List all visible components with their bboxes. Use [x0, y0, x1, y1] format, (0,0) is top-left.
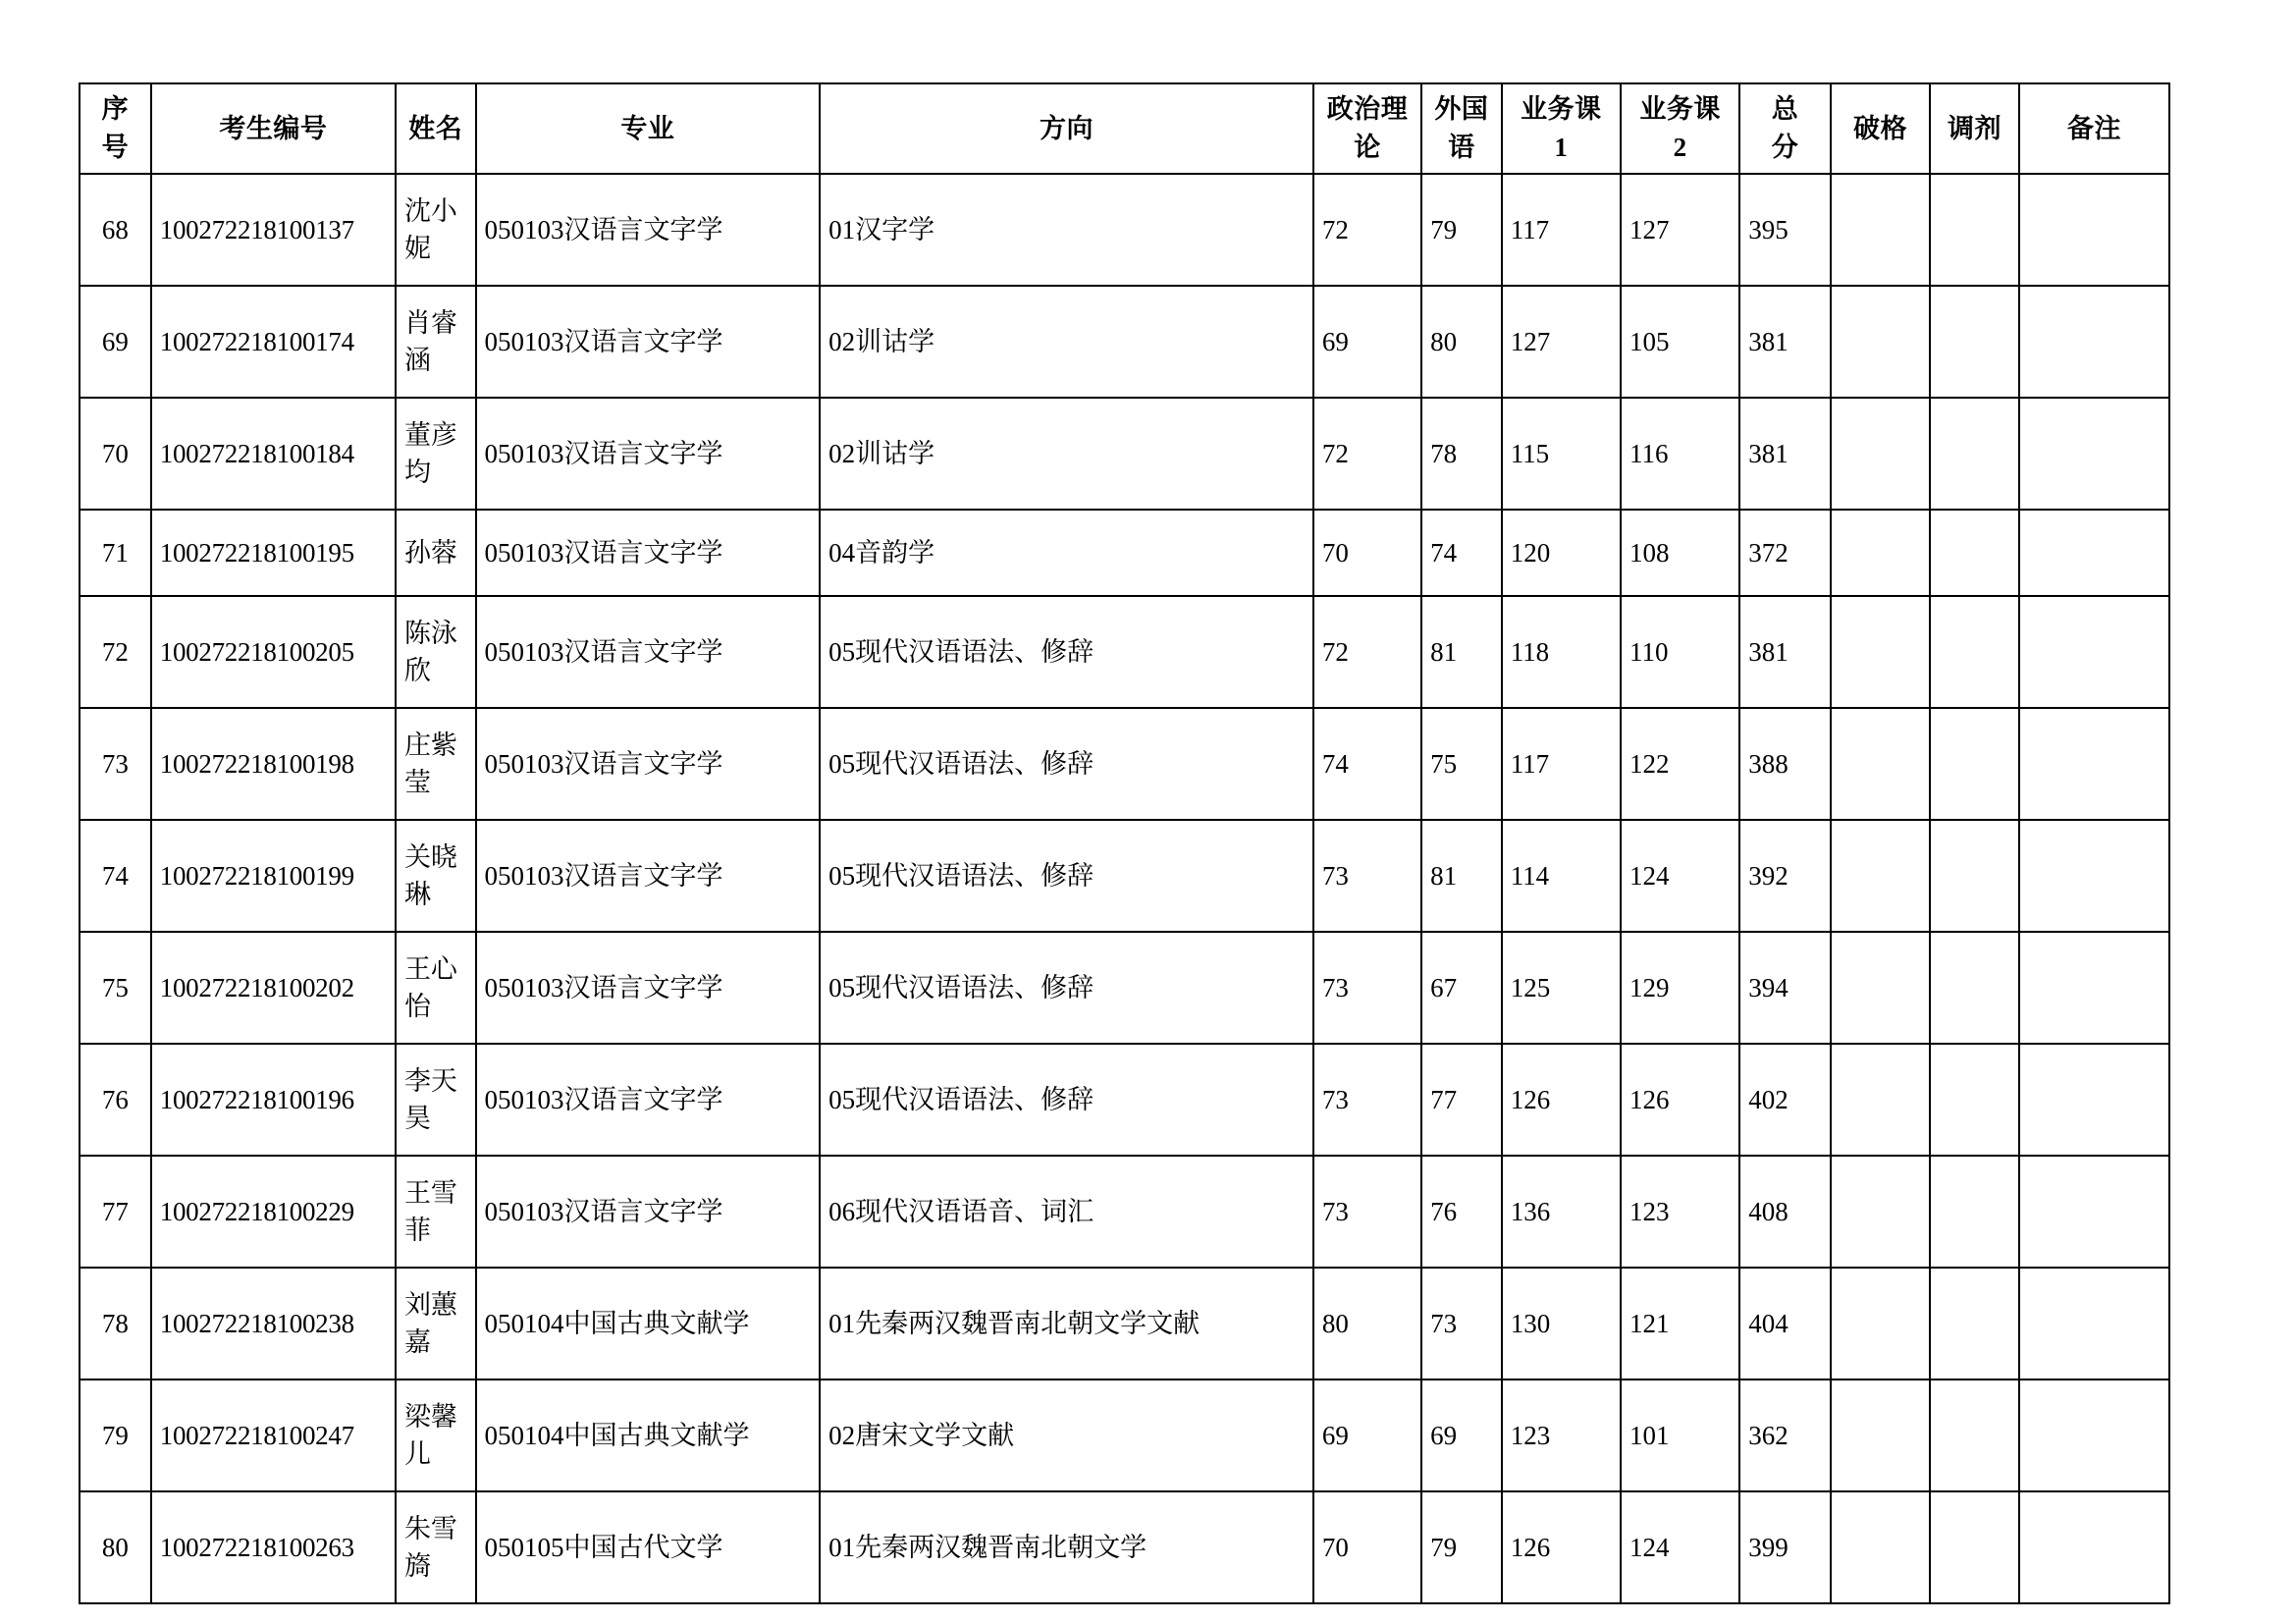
- major: 050103汉语言文字学: [476, 398, 821, 510]
- table-row: [80, 1491, 2169, 1603]
- politics-score: 70: [1313, 510, 1421, 596]
- transfer-cell: [1930, 1156, 2018, 1268]
- professional-1-score: 130: [1502, 1268, 1621, 1380]
- transfer-cell: [1930, 708, 2018, 820]
- major: 050103汉语言文字学: [476, 1044, 821, 1156]
- professional-1-score: 127: [1502, 286, 1621, 398]
- column-header-professional-1-line2: 1: [1554, 133, 1569, 163]
- politics-score: 74: [1313, 708, 1421, 820]
- professional-1-score: 125: [1502, 932, 1621, 1044]
- direction: 06现代汉语语音、词汇: [820, 1156, 1313, 1268]
- major: 050103汉语言文字学: [476, 286, 821, 398]
- total-score: 392: [1739, 820, 1831, 932]
- professional-2-score: 101: [1621, 1380, 1739, 1491]
- remark-cell: [2019, 932, 2169, 1044]
- foreign-language-score: 79: [1421, 1491, 1502, 1603]
- major: 050104中国古典文献学: [476, 1268, 821, 1380]
- total-score: 381: [1739, 398, 1831, 510]
- total-score: 399: [1739, 1491, 1831, 1603]
- special-admission-cell: [1831, 174, 1930, 286]
- professional-2-score: 127: [1621, 174, 1739, 286]
- politics-score: 72: [1313, 398, 1421, 510]
- column-header-index: [80, 83, 151, 174]
- professional-2-score: 123: [1621, 1156, 1739, 1268]
- candidate-name: 李天昊: [396, 1044, 476, 1156]
- foreign-language-score: 75: [1421, 708, 1502, 820]
- transfer-cell: [1930, 398, 2018, 510]
- professional-2-score: 124: [1621, 1491, 1739, 1603]
- row-index: 69: [80, 286, 151, 398]
- candidate-name: 梁馨儿: [396, 1380, 476, 1491]
- professional-2-score: 126: [1621, 1044, 1739, 1156]
- professional-2-score: 121: [1621, 1268, 1739, 1380]
- transfer-cell: [1930, 1491, 2018, 1603]
- direction: 02训诂学: [820, 398, 1313, 510]
- column-header-major: 专业: [476, 83, 821, 174]
- candidate-name: 王心怡: [396, 932, 476, 1044]
- direction: 04音韵学: [820, 510, 1313, 596]
- row-index: 73: [80, 708, 151, 820]
- table-row: [80, 1044, 2169, 1156]
- direction: 01先秦两汉魏晋南北朝文学文献: [820, 1268, 1313, 1380]
- direction: 05现代汉语语法、修辞: [820, 1044, 1313, 1156]
- remark-cell: [2019, 1044, 2169, 1156]
- professional-1-score: 126: [1502, 1044, 1621, 1156]
- column-header-index-line1: 序: [101, 94, 130, 124]
- column-header-special-admission: 破格: [1831, 83, 1930, 174]
- special-admission-cell: [1831, 1156, 1930, 1268]
- table-row: [80, 174, 2169, 286]
- column-header-politics-line2: 论: [1354, 133, 1381, 163]
- row-index: 72: [80, 596, 151, 708]
- foreign-language-score: 79: [1421, 174, 1502, 286]
- row-index: 78: [80, 1268, 151, 1380]
- column-header-candidate-number: 考生编号: [151, 83, 396, 174]
- candidate-name: 肖睿涵: [396, 286, 476, 398]
- column-header-politics-line1: 政治理: [1326, 94, 1409, 124]
- transfer-cell: [1930, 1268, 2018, 1380]
- direction: 01先秦两汉魏晋南北朝文学: [820, 1491, 1313, 1603]
- transfer-cell: [1930, 286, 2018, 398]
- professional-1-score: 126: [1502, 1491, 1621, 1603]
- special-admission-cell: [1831, 1491, 1930, 1603]
- special-admission-cell: [1831, 510, 1930, 596]
- politics-score: 73: [1313, 1044, 1421, 1156]
- remark-cell: [2019, 286, 2169, 398]
- row-index: 79: [80, 1380, 151, 1491]
- total-score: 381: [1739, 286, 1831, 398]
- professional-1-score: 117: [1502, 174, 1621, 286]
- special-admission-cell: [1831, 596, 1930, 708]
- column-header-total-line1: 总: [1771, 94, 1799, 124]
- header-row: [80, 83, 2169, 174]
- professional-2-score: 124: [1621, 820, 1739, 932]
- direction: 05现代汉语语法、修辞: [820, 820, 1313, 932]
- candidate-number: 100272218100238: [151, 1268, 396, 1380]
- foreign-language-score: 76: [1421, 1156, 1502, 1268]
- professional-1-score: 114: [1502, 820, 1621, 932]
- direction: 05现代汉语语法、修辞: [820, 708, 1313, 820]
- table-header: [80, 83, 2169, 174]
- total-score: 362: [1739, 1380, 1831, 1491]
- candidate-name: 庄紫莹: [396, 708, 476, 820]
- candidate-number: 100272218100202: [151, 932, 396, 1044]
- admission-score-table: [79, 82, 2170, 1604]
- major: 050103汉语言文字学: [476, 820, 821, 932]
- direction: 05现代汉语语法、修辞: [820, 596, 1313, 708]
- transfer-cell: [1930, 820, 2018, 932]
- politics-score: 80: [1313, 1268, 1421, 1380]
- total-score: 395: [1739, 174, 1831, 286]
- professional-2-score: 105: [1621, 286, 1739, 398]
- row-index: 74: [80, 820, 151, 932]
- professional-2-score: 108: [1621, 510, 1739, 596]
- direction: 02训诂学: [820, 286, 1313, 398]
- transfer-cell: [1930, 174, 2018, 286]
- foreign-language-score: 78: [1421, 398, 1502, 510]
- table-row: [80, 708, 2169, 820]
- direction: 05现代汉语语法、修辞: [820, 932, 1313, 1044]
- candidate-name: 董彦均: [396, 398, 476, 510]
- candidate-number: 100272218100263: [151, 1491, 396, 1603]
- transfer-cell: [1930, 1380, 2018, 1491]
- column-header-professional-2: [1621, 83, 1739, 174]
- table-body: [80, 174, 2169, 1603]
- column-header-professional-2-line1: 业务课: [1639, 94, 1721, 124]
- remark-cell: [2019, 596, 2169, 708]
- row-index: 70: [80, 398, 151, 510]
- row-index: 77: [80, 1156, 151, 1268]
- column-header-professional-2-line2: 2: [1673, 133, 1687, 163]
- special-admission-cell: [1831, 820, 1930, 932]
- politics-score: 73: [1313, 932, 1421, 1044]
- direction: 01汉字学: [820, 174, 1313, 286]
- professional-2-score: 110: [1621, 596, 1739, 708]
- foreign-language-score: 73: [1421, 1268, 1502, 1380]
- major: 050103汉语言文字学: [476, 174, 821, 286]
- politics-score: 73: [1313, 1156, 1421, 1268]
- candidate-number: 100272218100247: [151, 1380, 396, 1491]
- table-row: [80, 1380, 2169, 1491]
- score-table-container: [79, 82, 2170, 1604]
- transfer-cell: [1930, 510, 2018, 596]
- candidate-number: 100272218100195: [151, 510, 396, 596]
- table-row: [80, 286, 2169, 398]
- candidate-name: 陈泳欣: [396, 596, 476, 708]
- professional-2-score: 122: [1621, 708, 1739, 820]
- remark-cell: [2019, 1156, 2169, 1268]
- column-header-professional-1-line1: 业务课: [1521, 94, 1602, 124]
- special-admission-cell: [1831, 1268, 1930, 1380]
- table-row: [80, 1268, 2169, 1380]
- politics-score: 72: [1313, 174, 1421, 286]
- column-header-total-line2: 分: [1771, 133, 1799, 163]
- candidate-number: 100272218100205: [151, 596, 396, 708]
- total-score: 402: [1739, 1044, 1831, 1156]
- professional-1-score: 123: [1502, 1380, 1621, 1491]
- remark-cell: [2019, 820, 2169, 932]
- professional-1-score: 115: [1502, 398, 1621, 510]
- professional-1-score: 120: [1502, 510, 1621, 596]
- major: 050103汉语言文字学: [476, 708, 821, 820]
- row-index: 76: [80, 1044, 151, 1156]
- candidate-number: 100272218100174: [151, 286, 396, 398]
- column-header-name: 姓名: [396, 83, 476, 174]
- table-row: [80, 820, 2169, 932]
- direction: 02唐宋文学文献: [820, 1380, 1313, 1491]
- total-score: 388: [1739, 708, 1831, 820]
- major: 050104中国古典文献学: [476, 1380, 821, 1491]
- foreign-language-score: 77: [1421, 1044, 1502, 1156]
- foreign-language-score: 81: [1421, 820, 1502, 932]
- column-header-index-line2: 号: [101, 133, 130, 163]
- politics-score: 69: [1313, 286, 1421, 398]
- table-row: [80, 1156, 2169, 1268]
- major: 050103汉语言文字学: [476, 932, 821, 1044]
- transfer-cell: [1930, 1044, 2018, 1156]
- row-index: 75: [80, 932, 151, 1044]
- column-header-professional-1: [1502, 83, 1621, 174]
- professional-1-score: 136: [1502, 1156, 1621, 1268]
- column-header-transfer: 调剂: [1930, 83, 2018, 174]
- candidate-name: 关晓琳: [396, 820, 476, 932]
- column-header-foreign-language: [1421, 83, 1502, 174]
- column-header-total: [1739, 83, 1831, 174]
- candidate-number: 100272218100196: [151, 1044, 396, 1156]
- row-index: 80: [80, 1491, 151, 1603]
- special-admission-cell: [1831, 1044, 1930, 1156]
- candidate-name: 沈小妮: [396, 174, 476, 286]
- total-score: 408: [1739, 1156, 1831, 1268]
- politics-score: 70: [1313, 1491, 1421, 1603]
- row-index: 71: [80, 510, 151, 596]
- table-row: [80, 932, 2169, 1044]
- remark-cell: [2019, 398, 2169, 510]
- total-score: 372: [1739, 510, 1831, 596]
- special-admission-cell: [1831, 1380, 1930, 1491]
- foreign-language-score: 67: [1421, 932, 1502, 1044]
- remark-cell: [2019, 1380, 2169, 1491]
- table-row: [80, 398, 2169, 510]
- politics-score: 72: [1313, 596, 1421, 708]
- major: 050103汉语言文字学: [476, 1156, 821, 1268]
- column-header-remark: 备注: [2019, 83, 2169, 174]
- professional-1-score: 117: [1502, 708, 1621, 820]
- table-row: [80, 596, 2169, 708]
- column-header-foreign-language-line2: 语: [1448, 133, 1475, 163]
- remark-cell: [2019, 708, 2169, 820]
- column-header-politics: [1313, 83, 1421, 174]
- professional-2-score: 129: [1621, 932, 1739, 1044]
- remark-cell: [2019, 1491, 2169, 1603]
- candidate-name: 朱雪旖: [396, 1491, 476, 1603]
- politics-score: 69: [1313, 1380, 1421, 1491]
- special-admission-cell: [1831, 286, 1930, 398]
- candidate-number: 100272218100184: [151, 398, 396, 510]
- candidate-name: 孙蓉: [396, 510, 476, 596]
- special-admission-cell: [1831, 398, 1930, 510]
- remark-cell: [2019, 174, 2169, 286]
- row-index: 68: [80, 174, 151, 286]
- column-header-direction: 方向: [820, 83, 1313, 174]
- candidate-name: 王雪菲: [396, 1156, 476, 1268]
- professional-2-score: 116: [1621, 398, 1739, 510]
- total-score: 394: [1739, 932, 1831, 1044]
- candidate-number: 100272218100198: [151, 708, 396, 820]
- special-admission-cell: [1831, 932, 1930, 1044]
- special-admission-cell: [1831, 708, 1930, 820]
- major: 050103汉语言文字学: [476, 596, 821, 708]
- total-score: 381: [1739, 596, 1831, 708]
- total-score: 404: [1739, 1268, 1831, 1380]
- column-header-foreign-language-line1: 外国: [1434, 94, 1489, 124]
- remark-cell: [2019, 510, 2169, 596]
- transfer-cell: [1930, 596, 2018, 708]
- major: 050105中国古代文学: [476, 1491, 821, 1603]
- candidate-number: 100272218100199: [151, 820, 396, 932]
- major: 050103汉语言文字学: [476, 510, 821, 596]
- remark-cell: [2019, 1268, 2169, 1380]
- transfer-cell: [1930, 932, 2018, 1044]
- foreign-language-score: 81: [1421, 596, 1502, 708]
- foreign-language-score: 80: [1421, 286, 1502, 398]
- candidate-name: 刘蕙嘉: [396, 1268, 476, 1380]
- table-row: [80, 510, 2169, 596]
- candidate-number: 100272218100137: [151, 174, 396, 286]
- candidate-number: 100272218100229: [151, 1156, 396, 1268]
- foreign-language-score: 69: [1421, 1380, 1502, 1491]
- foreign-language-score: 74: [1421, 510, 1502, 596]
- professional-1-score: 118: [1502, 596, 1621, 708]
- politics-score: 73: [1313, 820, 1421, 932]
